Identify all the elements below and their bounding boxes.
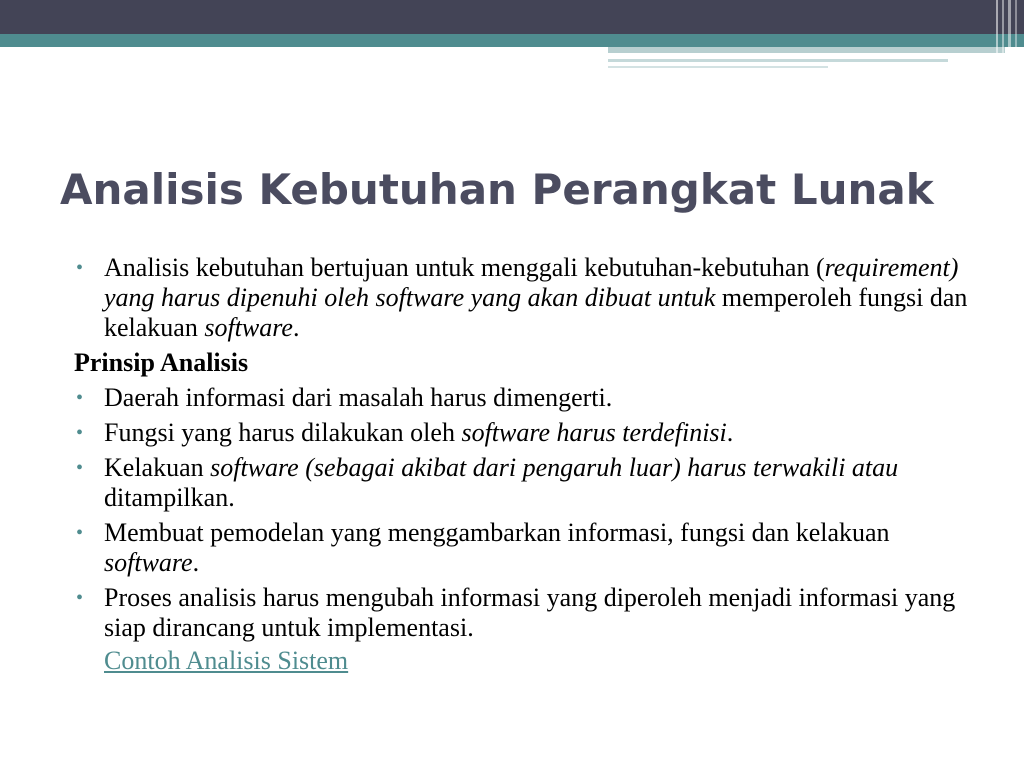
bullet-icon: • xyxy=(76,422,84,444)
bullet-icon: • xyxy=(76,457,84,479)
slide-body xyxy=(74,253,974,676)
bullet-icon: • xyxy=(76,257,84,279)
header-edge-stripes xyxy=(990,0,1024,70)
header-band-teal xyxy=(0,34,1024,47)
principle-item-4: • Membuat pemodelan yang menggambarkan informasi, fungsi dan kelakuan software. xyxy=(76,518,890,577)
intro-paragraph: • Analisis kebutuhan bertujuan untuk menggali kebutuhan-kebutuhan (requirement) yang harus dipenuhi oleh software yang akan dibuat untuk memperoleh fungsi dan kelakuan software. xyxy=(76,253,968,342)
header-rule-1 xyxy=(608,47,1005,53)
section-heading: Prinsip Analisis xyxy=(74,348,249,377)
header-band-dark xyxy=(0,0,1024,34)
principle-item-5: • Proses analisis harus mengubah informasi yang diperoleh menjadi informasi yang siap dirancang untuk implementasi. xyxy=(76,583,956,642)
example-analysis-link[interactable]: Contoh Analisis Sistem xyxy=(104,646,349,675)
slide-title: Analisis Kebutuhan Perangkat Lunak xyxy=(60,165,934,214)
principle-item-2: • Fungsi yang harus dilakukan oleh software harus terdefinisi. xyxy=(76,418,734,447)
principle-item-1: • Daerah informasi dari masalah harus dimengerti. xyxy=(76,383,613,412)
bullet-icon: • xyxy=(76,522,84,544)
principle-item-3: • Kelakuan software (sebagai akibat dari pengaruh luar) harus terwakili atau ditampilkan. xyxy=(76,453,899,512)
example-link-row xyxy=(74,646,974,676)
header-rule-3 xyxy=(608,66,828,68)
header-rule-2 xyxy=(608,59,948,62)
bullet-icon: • xyxy=(76,387,84,409)
bullet-icon: • xyxy=(76,587,84,609)
